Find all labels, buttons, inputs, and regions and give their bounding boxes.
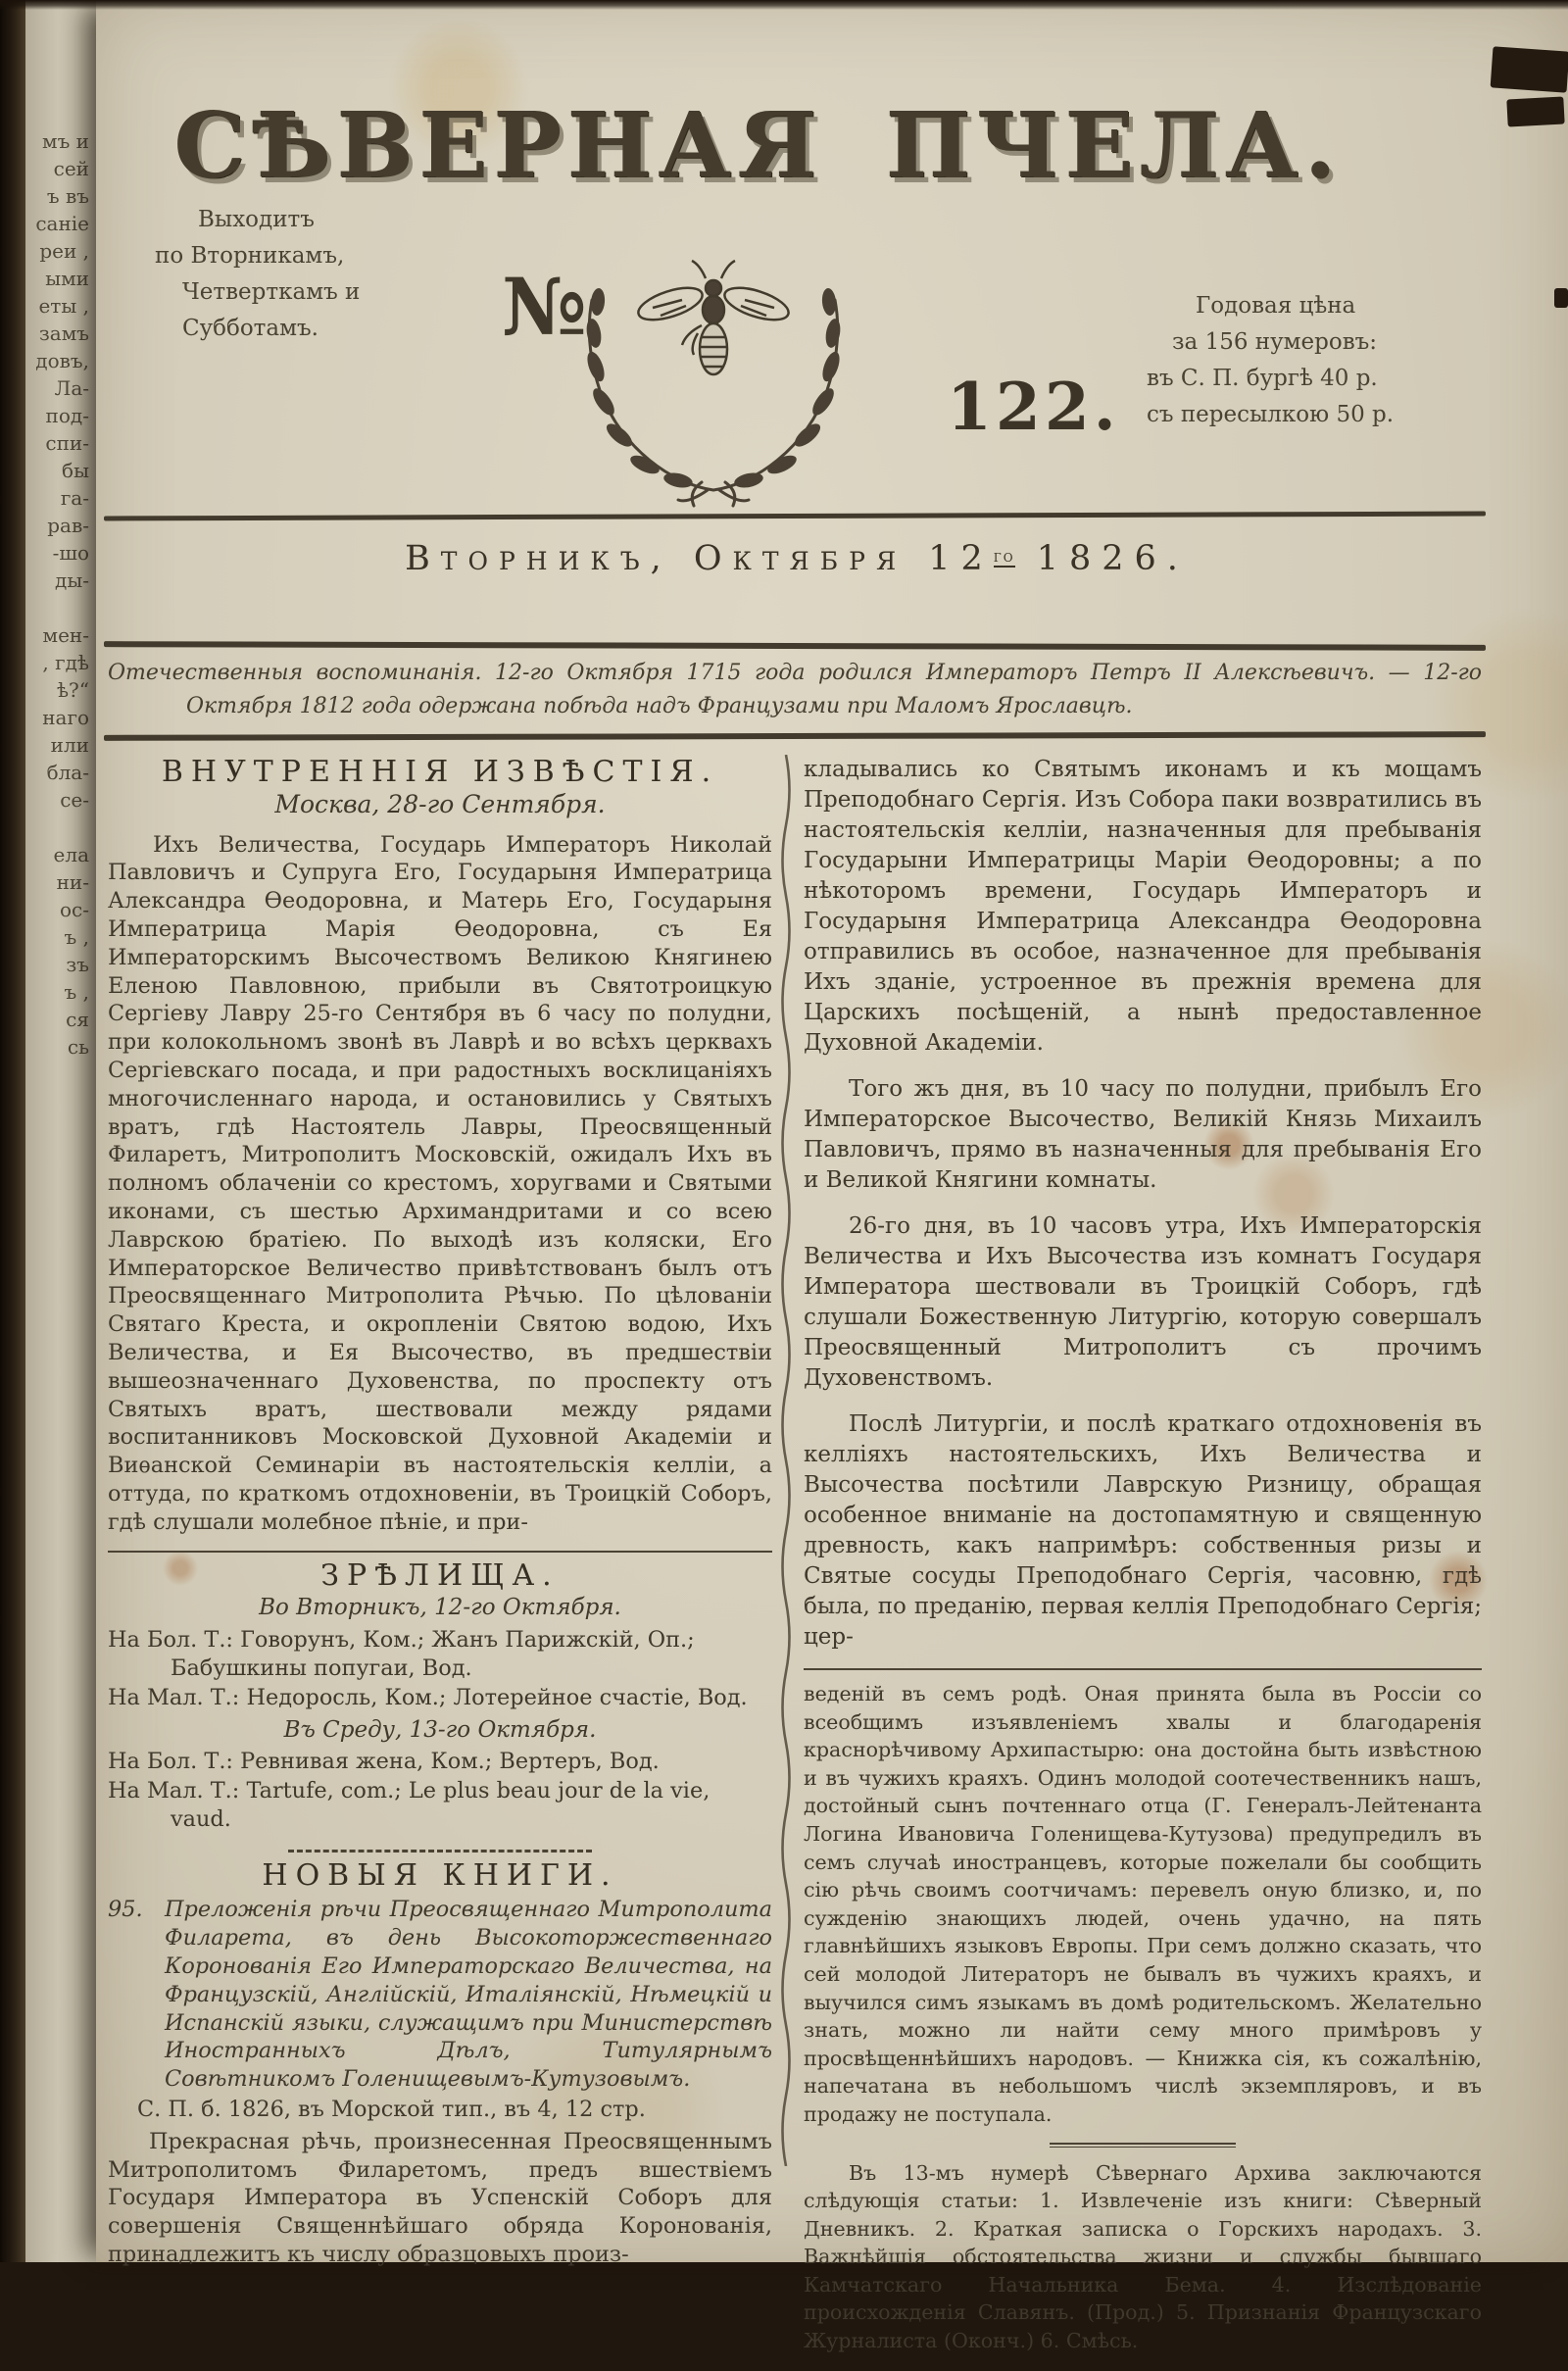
playbill-line: На Бол. Т.: Говорунъ, Ком.; Жанъ Парижскій, Оп.; Бабушкины попугаи, Вод.	[108, 1627, 695, 1681]
prev-page-text-fragment: га-	[60, 486, 89, 510]
section-rule	[108, 1551, 772, 1553]
prev-page-text-fragment: реи ,	[39, 239, 89, 263]
prev-page-text-fragment: ся	[66, 1008, 89, 1031]
section-heading-new-books: НОВЫЯ КНИГИ.	[262, 1857, 618, 1893]
book-binding	[0, 0, 25, 2262]
stain-mark	[1506, 97, 1564, 127]
horizontal-rule	[104, 731, 1486, 741]
bee-wreath-icon	[535, 243, 892, 514]
masthead-title: СѢВЕРНАЯ ПЧЕЛА.	[173, 92, 1342, 198]
price-line: Годовая цѣна	[1196, 293, 1356, 319]
book-entry-number: 95.	[108, 1897, 143, 1923]
prev-page-text-fragment: еты ,	[38, 294, 89, 318]
subscription-price	[1147, 288, 1450, 433]
prev-page-text-fragment: се-	[60, 788, 89, 812]
horizontal-rule	[104, 641, 1486, 651]
photo-top-edge	[0, 0, 1568, 10]
prev-page-text-fragment: зъ	[66, 953, 89, 976]
book-entry	[108, 1896, 772, 2094]
prev-page-text-fragment	[25, 814, 96, 841]
price-line: за 156 нумеровъ:	[1172, 329, 1378, 355]
issue-numero-sign: №	[502, 261, 587, 353]
left-column	[108, 755, 772, 2291]
prev-page-text-fragment: саніе	[35, 212, 89, 235]
prev-page-text-fragment: ѣ?“	[56, 678, 89, 702]
section-heading-spectacles: ЗРѢЛИЩА.	[320, 1557, 560, 1593]
prev-page-text-fragment: ыми	[45, 267, 89, 290]
prev-page-text-fragment: Ла-	[54, 376, 89, 400]
price-line: въ С. П. бургѣ 40 р.	[1147, 366, 1378, 391]
prev-page-text-fragment: наго	[42, 706, 89, 729]
book-review-text: Прекрасная рѣчь, произнесенная Преосвященнымъ Митрополитомъ Филаретомъ, предъ вшествіемъ Государя Императора въ Успенскій Соборъ для совершенія Священнѣйшаго обряда Коронованія, принадлежитъ къ числу образцовыхъ произ-	[108, 2128, 772, 2268]
news-article-text: кладывались ко Святымъ иконамъ и къ мощамъ Преподобнаго Сергія. Изъ Собора паки возвратились въ настоятельскія келліи, назначенныя для пребыванія Государыни Императрицы Маріи Ѳеодоровны; а по нѣкоторомъ времени, Государь Императоръ и Государыня Императрица Александра Ѳеодоровна отправились въ особое, назначенное для пребыванія Ихъ зданіе, устроенное въ прежнія времена для Царскихъ посѣщеній, а нынѣ предоставленное Духовной Академіи.	[804, 757, 1482, 1056]
previous-page-edge	[25, 0, 96, 2262]
prev-page-text-fragment: ъ ,	[64, 925, 89, 949]
book-entry-title: Преложенія рѣчи Преосвященнаго Митрополита Филарета, въ день Высокоторжественнаго Коронованія Его Императорскаго Величества, на Французскій, Англійскій, Италіянскій, Нѣмецкій и Испанскій языки, служащимъ при Министерствѣ Иностранныхъ Дѣлъ, Титулярнымъ Совѣтникомъ Голенищевымъ-Кутузовымъ.	[165, 1897, 772, 2093]
section-rule	[804, 1668, 1482, 1670]
issue-number: 122.	[947, 369, 1120, 445]
prev-page-text-fragment: ъ ,	[64, 980, 89, 1004]
prev-page-text-fragment: ни-	[56, 870, 89, 894]
prev-page-text-fragment: бла-	[46, 761, 89, 784]
prev-page-text-fragment: или	[50, 733, 89, 757]
schedule-line: по Вторникамъ,	[155, 243, 345, 269]
commemoration-note	[108, 657, 1482, 723]
prev-page-text-fragment: довъ,	[35, 349, 89, 372]
prev-page-text-fragment: сей	[53, 157, 89, 180]
section-heading-internal-news: ВНУТРЕННІЯ ИЗВѢСТІЯ.	[161, 755, 719, 789]
schedule-line: Выходитъ	[198, 207, 315, 232]
prev-page-text-fragment: рав-	[47, 514, 89, 537]
prev-page-text-fragment: мен-	[42, 623, 89, 647]
right-column	[804, 755, 1482, 2371]
prev-page-text-fragment	[25, 594, 96, 621]
issue-dateline	[96, 539, 1497, 578]
prev-page-text-fragment: мъ и	[42, 129, 89, 153]
prev-page-text-fragment: ела	[53, 843, 89, 866]
column-divider	[780, 755, 792, 2166]
news-article-text: Ихъ Величества, Государь Императоръ Николай Павловичъ и Супруга Его, Государыня Императрица Александра Ѳеодоровна, и Матерь Его, Государыня Императрица Марія Ѳеодоровна, съ Ея Императорскимъ Высочествомъ Великою Княгинею Еленою Павловною, прибыли въ Святотроицкую Сергіеву Лавру 25-го Сентября въ 6 часу по полудни, при колокольномъ звонѣ въ Лаврѣ и во всѣхъ церквахъ Сергіевскаго посада, и при радостныхъ восклицаніяхъ многочисленнаго народа, и остановились у Святыхъ вратъ, гдѣ Настоятель Лавры, Преосвященный Филаретъ, Митрополитъ Московскій, ожидалъ Ихъ въ полномъ облаченіи со крестомъ, хоругвами и Святыми иконами, съ шестью Архимандритами и со всею Лаврскою братіею. По выходѣ изъ коляски, Его Императорское Величество привѣтствованъ былъ отъ Преосвященнаго Митрополита Рѣчью. По цѣлованіи Святаго Креста, и окропленіи Святою водою, Ихъ Величества, и Ея Высочество, въ предшествіи вышеозначеннаго Духовенства, по проспекту отъ Святыхъ вратъ, шествовали между рядами воспитанниковъ Московской Духовной Академіи и Виѳанской Семинаріи въ настоятельскія келліи, а оттуда, по краткомъ отдохновеніи, въ Троицкій Соборъ, гдѣ слушали молебное пѣніе, и при-	[108, 831, 772, 1535]
schedule-line: Четверткамъ и	[182, 279, 361, 305]
book-imprint: С. П. б. 1826, въ Морской тип., въ 4, 12 стр.	[137, 2097, 646, 2123]
prev-page-text-fragment: ды-	[55, 568, 89, 592]
stain-mark	[1491, 46, 1568, 92]
prev-page-text-fragment: ос-	[60, 898, 89, 921]
prev-page-text-fragment: под-	[45, 404, 89, 427]
book-review-continuation: веденій въ семъ родѣ. Оная принята была въ Россіи со всеобщимъ изъявленіемъ хвалы и благодаренія краснорѣчивому Архипастырю: она достойна быть извѣстною и въ чужихъ краяхъ. Одинъ молодой соотечественникъ нашъ, достойный сынъ почтеннаго отца (Г. Генералъ-Лейтенанта Логина Ивановича Голенищева-Кутузова) предупредилъ въ семъ случаѣ иностранцевъ, которые пожелали бы сообщить сію рѣчь своимъ соотчичамъ: перевелъ оную близко, и, по сужденію знающихъ людей, очень удачно, на пять главнѣйшихъ языковъ Европы. При семъ должно сказать, что сей молодой Литераторъ не бывалъ въ чужихъ краяхъ, и выучился симъ языкамъ въ домѣ родительскомъ. Желательно знать, можно ли найти сему много примѣровъ у просвѣщеннѣйшихъ народовъ. — Книжка сія, къ сожалѣнію, напечатана въ небольшомъ числѣ экземпляровъ, и въ продажу не поступала.	[804, 1682, 1482, 2126]
dateline-text: Вторникъ, Октября 12	[405, 539, 994, 578]
dateline-ordinal: го	[993, 545, 1015, 566]
playbill-line: На Бол. Т.: Ревнивая жена, Ком.; Вертеръ, Вод.	[108, 1749, 660, 1775]
playbill-line: На Мал. Т.: Tartufe, com.; Le plus beau jour de la vie, vaud.	[108, 1778, 710, 1832]
playbill-line: На Мал. Т.: Недоросль, Ком.; Лотерейное счастіе, Вод.	[108, 1684, 748, 1710]
dateline-moscow: Москва, 28-го Сентября.	[274, 789, 606, 818]
playbill-date: Во Вторникъ, 12-го Октября.	[259, 1595, 621, 1621]
price-line: съ пересылкою 50 р.	[1147, 402, 1395, 427]
news-article-text: 26-го дня, въ 10 часовъ утра, Ихъ Императорскія Величества и Ихъ Высочества изъ комнатъ Государя Императора шествовали въ Троицкій Соборъ, гдѣ слушали Божественную Литургію, которую совершалъ Преосвященный Митрополитъ съ прочимъ Духовенствомъ.	[804, 1213, 1482, 1391]
prev-page-text-fragment: сь	[67, 1035, 89, 1059]
prev-page-text-fragment: замъ	[38, 321, 89, 345]
section-rule-dashed	[288, 1850, 592, 1852]
section-rule-short	[1050, 2143, 1236, 2148]
newspaper-page	[96, 0, 1568, 2353]
publication-schedule	[155, 202, 439, 347]
horizontal-rule	[104, 512, 1486, 521]
prev-page-text-fragment: , гдѣ	[42, 651, 89, 674]
prev-page-text-fragment: бы	[62, 459, 89, 482]
commemoration-line: Октября 1812 года одержана побѣда надъ Французами при Маломъ Ярославцѣ.	[186, 694, 1133, 718]
prev-page-text-fragment: спи-	[45, 431, 89, 455]
playbill-date: Въ Среду, 13-го Октября.	[283, 1716, 597, 1743]
archive-contents-note: Въ 13-мъ нумерѣ Сѣвернаго Архива заключаются слѣдующія статьи: 1. Извлеченіе изъ книги: Сѣверный Дневникъ. 2. Краткая записка о Горскихъ народахъ. 3. Важнѣйшія обстоятельства жизни и службы бывшаго Камчатскаго Начальника Бема. 4. Изслѣдованіе происхожденія Славянъ. (Прод.) 5. Признанія Французскаго Журналиста (Оконч.) 6. Смѣсь.	[804, 2160, 1482, 2353]
dateline-year: 1826.	[1036, 539, 1189, 578]
schedule-line: Субботамъ.	[182, 316, 318, 341]
news-article-text: Послѣ Литургіи, и послѣ краткаго отдохновенія въ келліяхъ настоятельскихъ, Ихъ Величества и Высочества посѣтили Лаврскую Ризницу, обращая особенное вниманіе на достопамятную и священную древность, какъ напримѣръ: собственныя ризы и Святые сосуды Преподобнаго Сергія, часовню, гдѣ была, по преданію, первая келлія Преподобнаго Сергія; цер-	[804, 1411, 1482, 1650]
prev-page-text-fragment: ъ въ	[46, 184, 89, 208]
commemoration-line: Отечественныя воспоминанія. 12-го Октября 1715 года родился Императоръ Петръ II Алексѣевичъ. — 12-го	[108, 661, 1482, 685]
book-review-continuation-block	[804, 1680, 1482, 2355]
news-article-text: Того жъ дня, въ 10 часу по полудни, прибылъ Его Императорское Высочество, Великій Князь Михаилъ Павловичъ, прямо въ назначенныя для пребыванія Его и Великой Княгини комнаты.	[804, 1076, 1482, 1193]
stain-mark	[1554, 288, 1568, 308]
prev-page-text-fragment: -шо	[52, 541, 89, 565]
